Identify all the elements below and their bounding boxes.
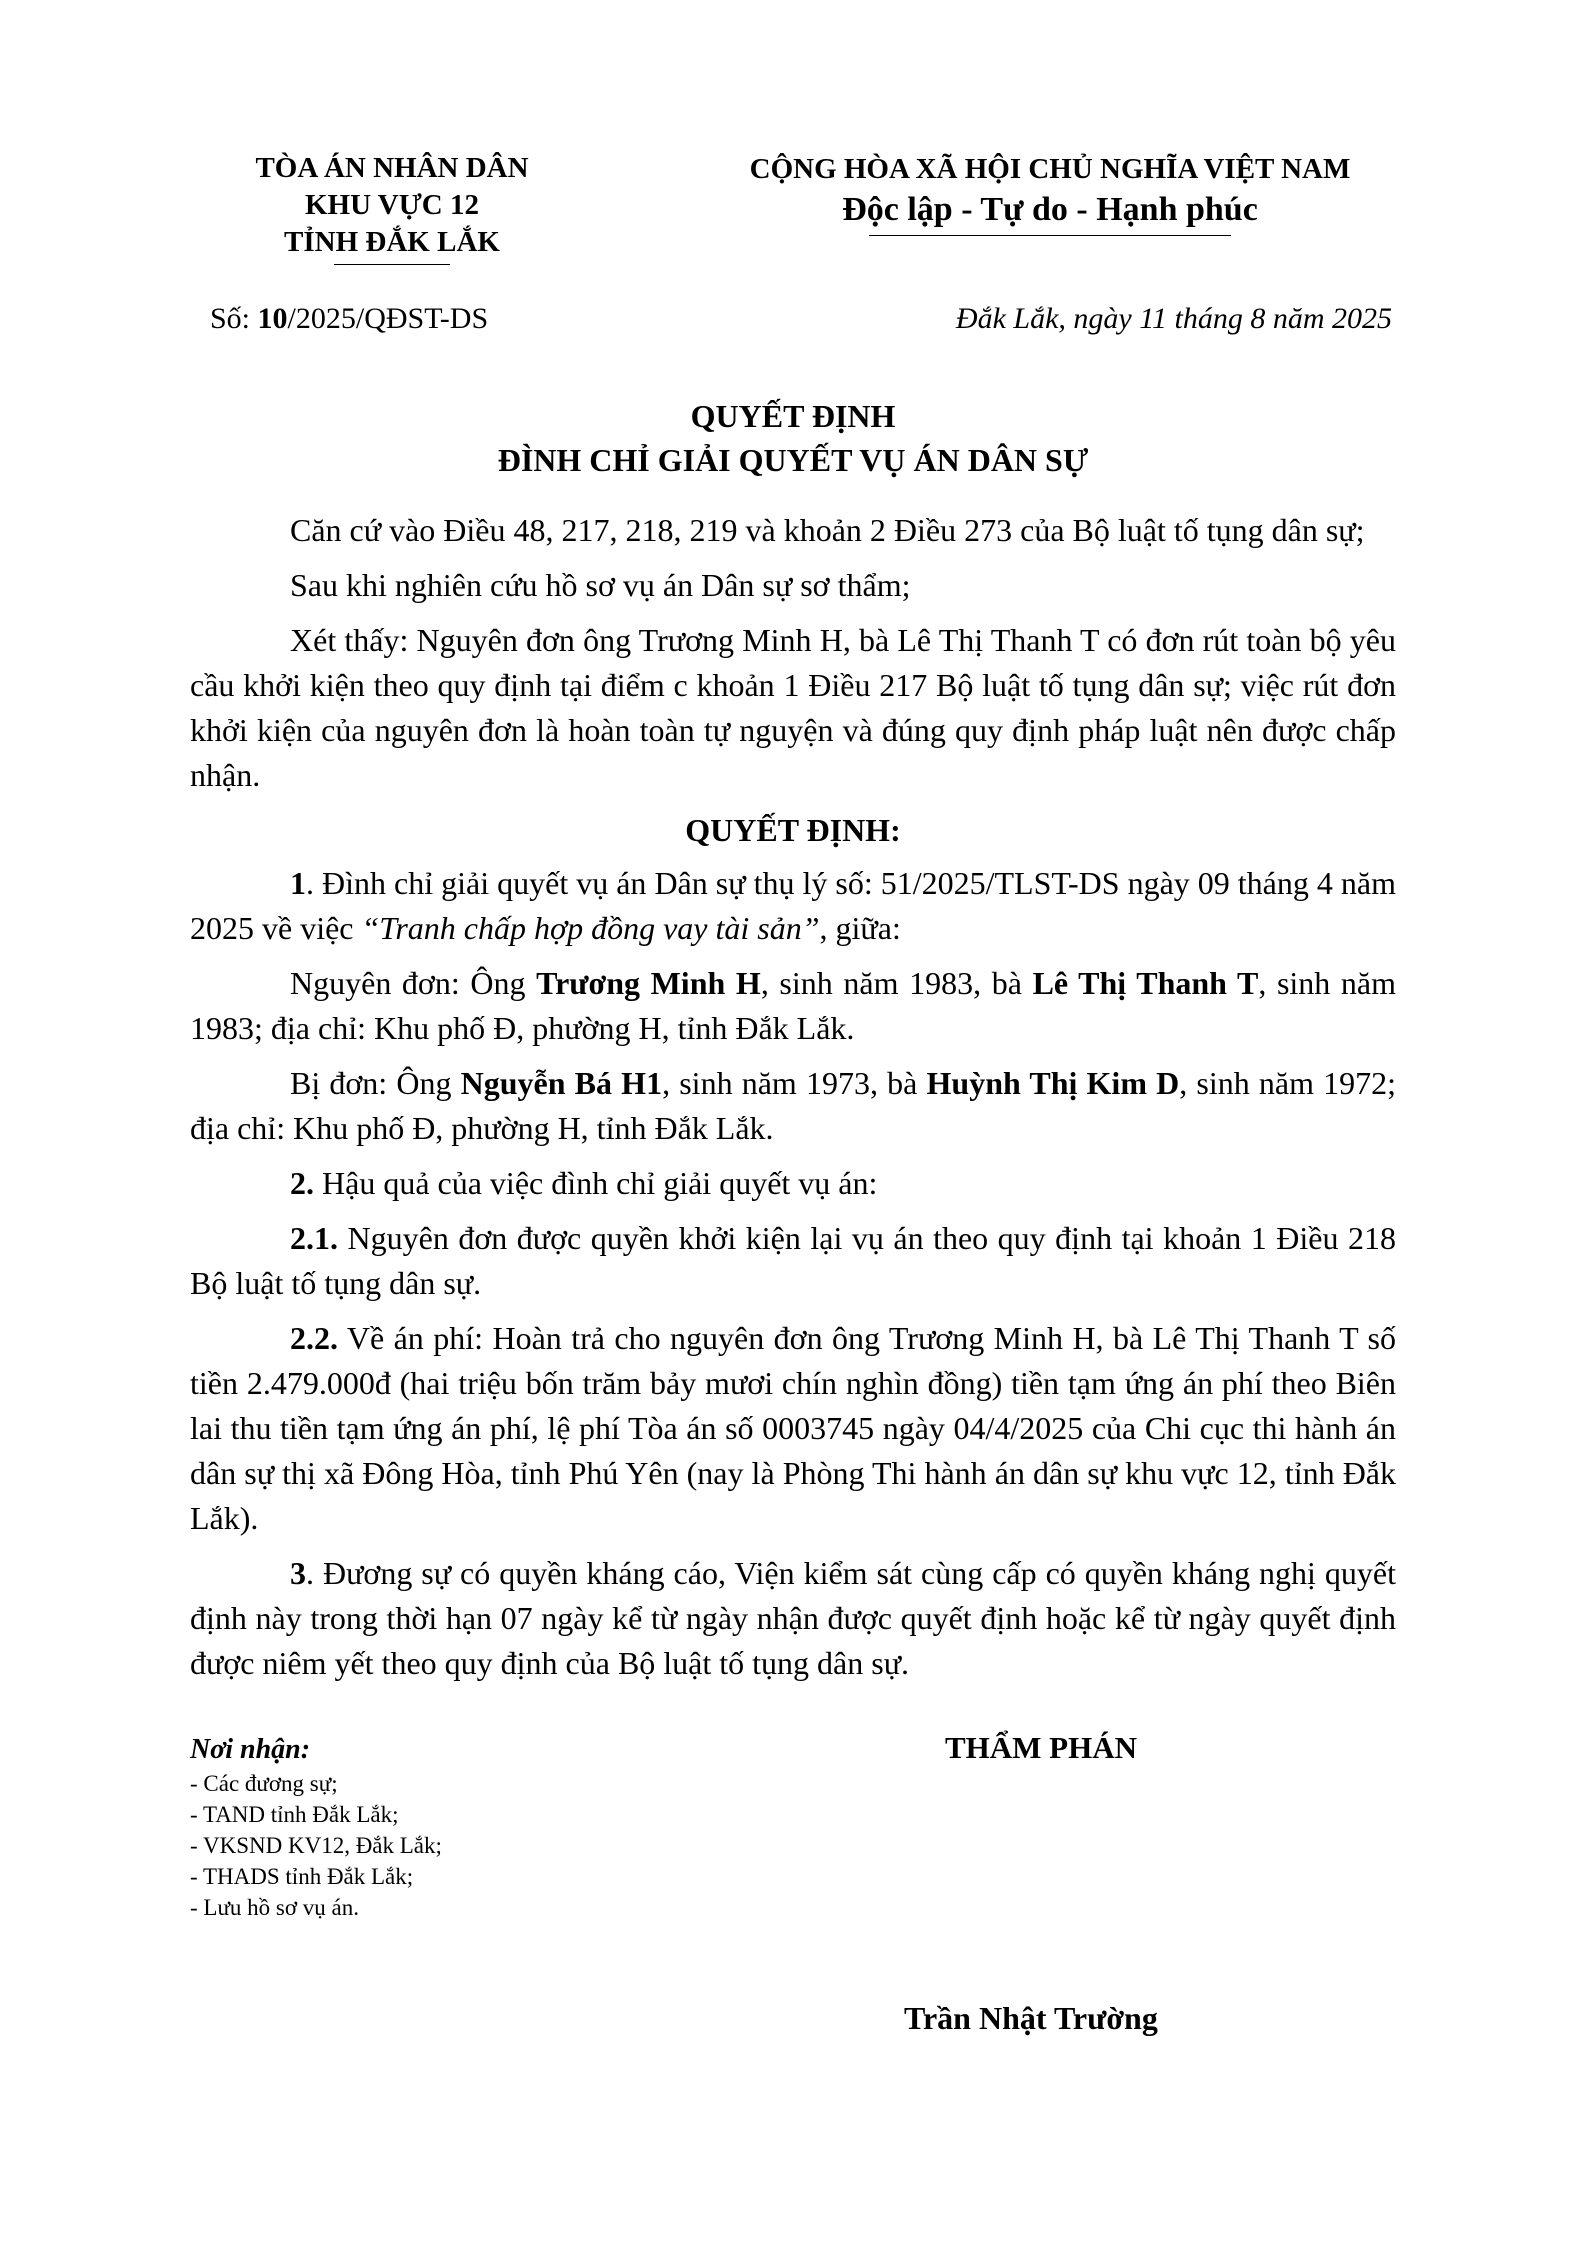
item-text: . Đình chỉ giải quyết vụ án Dân sự thụ lý số: 51/2025/TLST-DS ngày 09 tháng 4 năm 2025 về việc: [190, 865, 1396, 946]
item-number: 2.2.: [290, 1320, 338, 1356]
court-underline: [334, 264, 450, 265]
item-number: 3: [290, 1555, 306, 1591]
decision-number-prefix: Số:: [210, 302, 258, 335]
item-text: Hậu quả của việc đình chỉ giải quyết vụ án:: [314, 1165, 878, 1201]
defendant-paragraph: [190, 1061, 1396, 1151]
court-name-line: KHU VỰC 12: [305, 189, 479, 221]
recipient-item: - Lưu hồ sơ vụ án.: [190, 1895, 359, 1920]
decision-item-2: [190, 1161, 1396, 1206]
decision-number: [210, 302, 488, 336]
party-name: Trương Minh H: [536, 965, 761, 1001]
title-line-1: QUYẾT ĐỊNH: [690, 398, 896, 434]
party-name: Huỳnh Thị Kim D: [926, 1065, 1180, 1101]
recipient-item: - Các đương sự;: [190, 1771, 338, 1796]
party-text: , sinh năm 1983; địa chỉ: Khu phố Đ, phường H, tỉnh Đắk Lắk.: [190, 965, 1397, 1046]
decision-number-value: 10: [257, 302, 288, 335]
considering-paragraph: Xét thấy: Nguyên đơn ông Trương Minh H, bà Lê Thị Thanh T có đơn rút toàn bộ yêu cầu khởi kiện theo quy định tại điểm c khoản 1 Điều 217 Bộ luật tố tụng dân sự; việc rút đơn khởi kiện của nguyên đơn là hoàn toàn tự nguyện và đúng quy định pháp luật nên được chấp nhận.: [190, 622, 1396, 793]
judge-name: Trần Nhật Trường: [904, 2000, 1158, 2036]
motto-underline: [869, 235, 1231, 236]
recipient-item: - VKSND KV12, Đắk Lắk;: [190, 1833, 442, 1858]
decision-item-3: [190, 1551, 1396, 1686]
document-body: [190, 508, 1396, 1696]
place-date: Đắk Lắk, ngày 11 tháng 8 năm 2025: [955, 302, 1392, 335]
item-text: , giữa:: [819, 910, 901, 946]
court-header: [192, 150, 592, 265]
review-paragraph: Sau khi nghiên cứu hồ sơ vụ án Dân sự sơ thẩm;: [290, 567, 911, 603]
plaintiff-paragraph: [190, 961, 1396, 1051]
party-text: , sinh năm 1972; địa chỉ: Khu phố Đ, phường H, tỉnh Đắk Lắk.: [190, 1065, 1397, 1146]
country-name: CỘNG HÒA XÃ HỘI CHỦ NGHĨA VIỆT NAM: [749, 153, 1351, 185]
party-text: , sinh năm 1983, bà: [760, 965, 1033, 1001]
party-text: , sinh năm 1973, bà: [662, 1065, 927, 1101]
title-line-2: ĐÌNH CHỈ GIẢI QUYẾT VỤ ÁN DÂN SỰ: [497, 442, 1089, 478]
decision-number-suffix: /2025/QĐST-DS: [287, 302, 489, 335]
party-text: Bị đơn: Ông: [290, 1065, 461, 1101]
decision-item-1: [190, 861, 1396, 951]
item-number: 2.1.: [290, 1220, 338, 1256]
recipient-item: - THADS tỉnh Đắk Lắk;: [190, 1864, 414, 1889]
item-text: Nguyên đơn được quyền khởi kiện lại vụ án theo quy định tại khoản 1 Điều 218 Bộ luật tố tụng dân sự.: [190, 1220, 1396, 1301]
item-number: 2.: [290, 1165, 314, 1201]
decision-item-2-1: [190, 1216, 1396, 1306]
item-text: Về án phí: Hoàn trả cho nguyên đơn ông Trương Minh H, bà Lê Thị Thanh T số tiền 2.479.000đ (hai triệu bốn trăm bảy mươi chín nghìn đồng) tiền tạm ứng án phí theo Biên lai thu tiền tạm ứng án phí, lệ phí Tòa án số 0003745 ngày 04/4/2025 của Chi cục thi hành án dân sự thị xã Đông Hòa, tỉnh Phú Yên (nay là Phòng Thi hành án dân sự khu vực 12, tỉnh Đắk Lắk).: [190, 1320, 1396, 1536]
court-name-line: TÒA ÁN NHÂN DÂN: [255, 152, 529, 184]
national-motto: Độc lập - Tự do - Hạnh phúc: [842, 191, 1258, 228]
legal-basis-paragraph: Căn cứ vào Điều 48, 217, 218, 219 và khoản 2 Điều 273 của Bộ luật tố tụng dân sự;: [290, 512, 1365, 548]
recipients-label: Nơi nhận:: [190, 1734, 311, 1765]
item-number: 1: [290, 865, 306, 901]
case-name: “Tranh chấp hợp đồng vay tài sản”: [361, 910, 820, 946]
decision-item-2-2: [190, 1316, 1396, 1541]
decision-heading: QUYẾT ĐỊNH:: [685, 812, 901, 848]
party-name: Lê Thị Thanh T: [1032, 965, 1259, 1001]
document-title: [0, 394, 1586, 482]
party-text: Nguyên đơn: Ông: [290, 965, 537, 1001]
court-name-line: TỈNH ĐẮK LẮK: [284, 226, 500, 258]
national-header: [700, 150, 1400, 236]
recipient-item: - TAND tỉnh Đắk Lắk;: [190, 1802, 399, 1827]
recipients-block: [190, 1732, 442, 1923]
judge-title: THẨM PHÁN: [945, 1730, 1138, 1765]
party-name: Nguyễn Bá H1: [460, 1065, 663, 1101]
item-text: . Đương sự có quyền kháng cáo, Viện kiểm sát cùng cấp có quyền kháng nghị quyết định này trong thời hạn 07 ngày kể từ ngày nhận được quyết định hoặc kể từ ngày quyết định được niêm yết theo quy định của Bộ luật tố tụng dân sự.: [190, 1555, 1396, 1681]
